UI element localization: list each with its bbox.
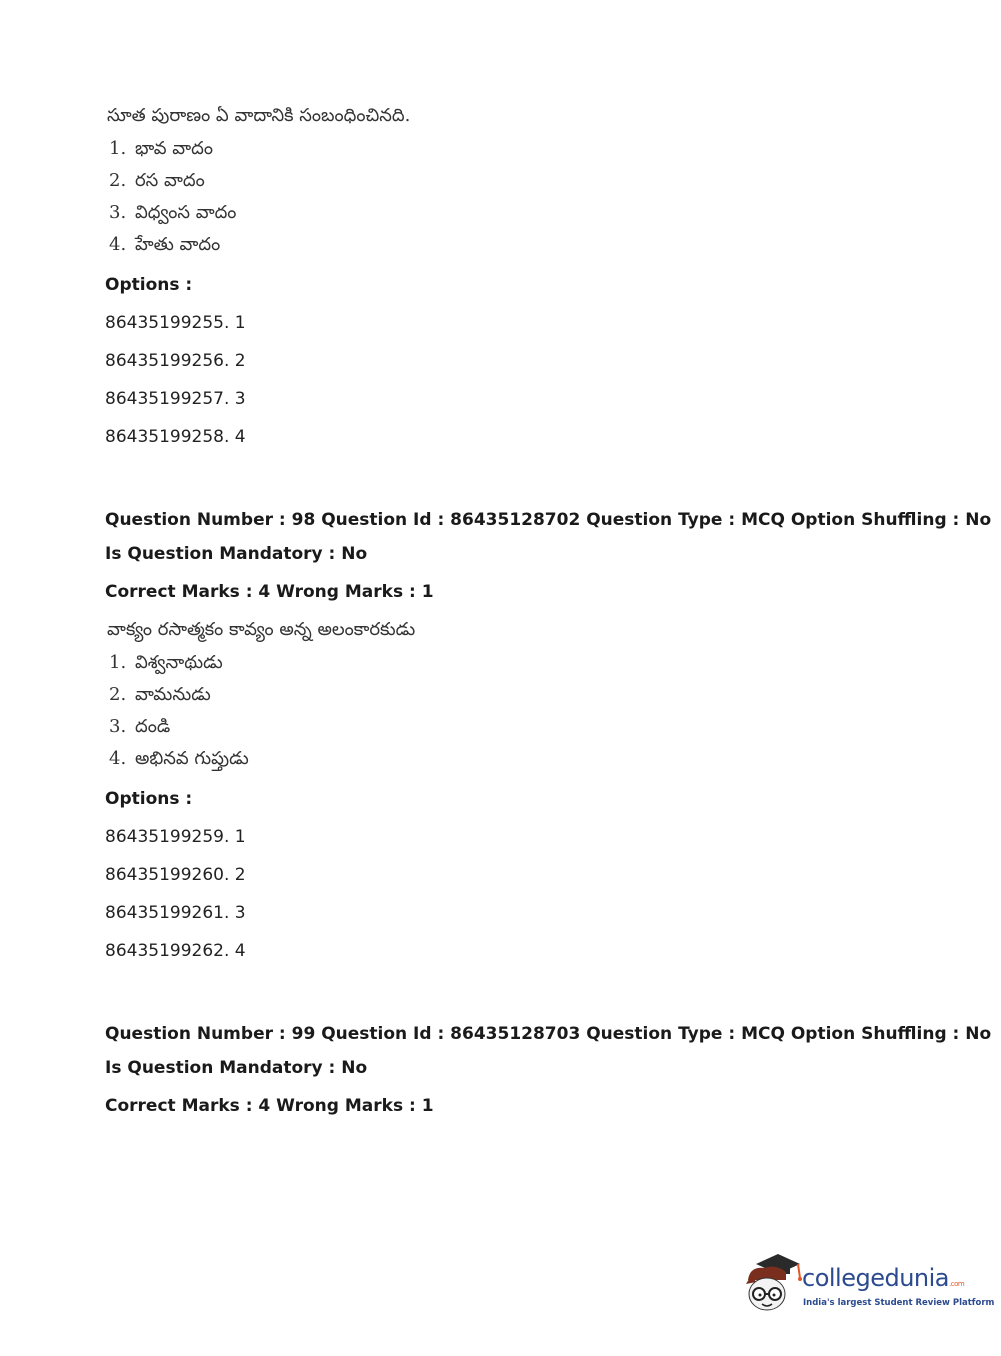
choice-item [109,170,205,195]
choice-item [109,652,223,677]
choice-text: దండి [135,716,171,737]
options-heading: Options : [105,275,193,295]
logo-wordmark-text: collegedunia [802,1264,950,1292]
option-line: 86435199261. 3 [105,903,246,923]
question-header: Question Number : 99 Question Id : 86435128703 Question Type : MCQ Option Shuffling : No [105,1024,992,1044]
question-text: సూత పురాణం ఏ వాదానికి సంబంధించినది. [107,105,411,126]
choice-number: 3. [109,716,127,737]
logo-domain-suffix: .com [949,1280,965,1288]
option-line: 86435199260. 2 [105,865,246,885]
choice-number: 4. [109,748,127,769]
choice-text: విశ్వనాథుడు [135,652,223,673]
choice-item [109,716,170,741]
question-header: Question Number : 98 Question Id : 86435128702 Question Type : MCQ Option Shuffling : No [105,510,992,530]
choice-number: 3. [109,202,127,223]
option-line: 86435199256. 2 [105,351,246,371]
logo-tagline: India's largest Student Review Platform [803,1298,995,1308]
choice-text: విధ్వంస వాదం [135,202,237,223]
question-mandatory: Is Question Mandatory : No [105,1058,368,1078]
choice-text: హేతు వాదం [135,234,221,255]
options-heading: Options : [105,789,193,809]
question-text: వాక్యం రసాత్మకం కావ్యం అన్న అలంకారకుడు [107,619,416,640]
choice-number: 2. [109,170,127,191]
choice-item [109,748,249,773]
option-line: 86435199259. 1 [105,827,246,847]
option-line: 86435199258. 4 [105,427,246,447]
choice-text: భావ వాదం [135,138,213,159]
choice-item [109,202,236,227]
choice-item [109,138,213,163]
logo-wordmark [802,1264,964,1292]
choice-number: 1. [109,652,127,673]
choice-number: 2. [109,684,127,705]
option-line: 86435199257. 3 [105,389,246,409]
choice-text: అభినవ గుప్తుడు [135,748,249,769]
choice-item [109,684,211,709]
collegedunia-logo [742,1250,995,1320]
choice-text: రస వాదం [135,170,205,191]
question-marks: Correct Marks : 4 Wrong Marks : 1 [105,1096,434,1116]
question-mandatory: Is Question Mandatory : No [105,544,368,564]
choice-item [109,234,220,259]
choice-number: 1. [109,138,127,159]
option-line: 86435199255. 1 [105,313,246,333]
choice-text: వామనుడు [135,684,211,705]
mascot-icon [742,1250,804,1320]
choice-number: 4. [109,234,127,255]
question-marks: Correct Marks : 4 Wrong Marks : 1 [105,582,434,602]
option-line: 86435199262. 4 [105,941,246,961]
